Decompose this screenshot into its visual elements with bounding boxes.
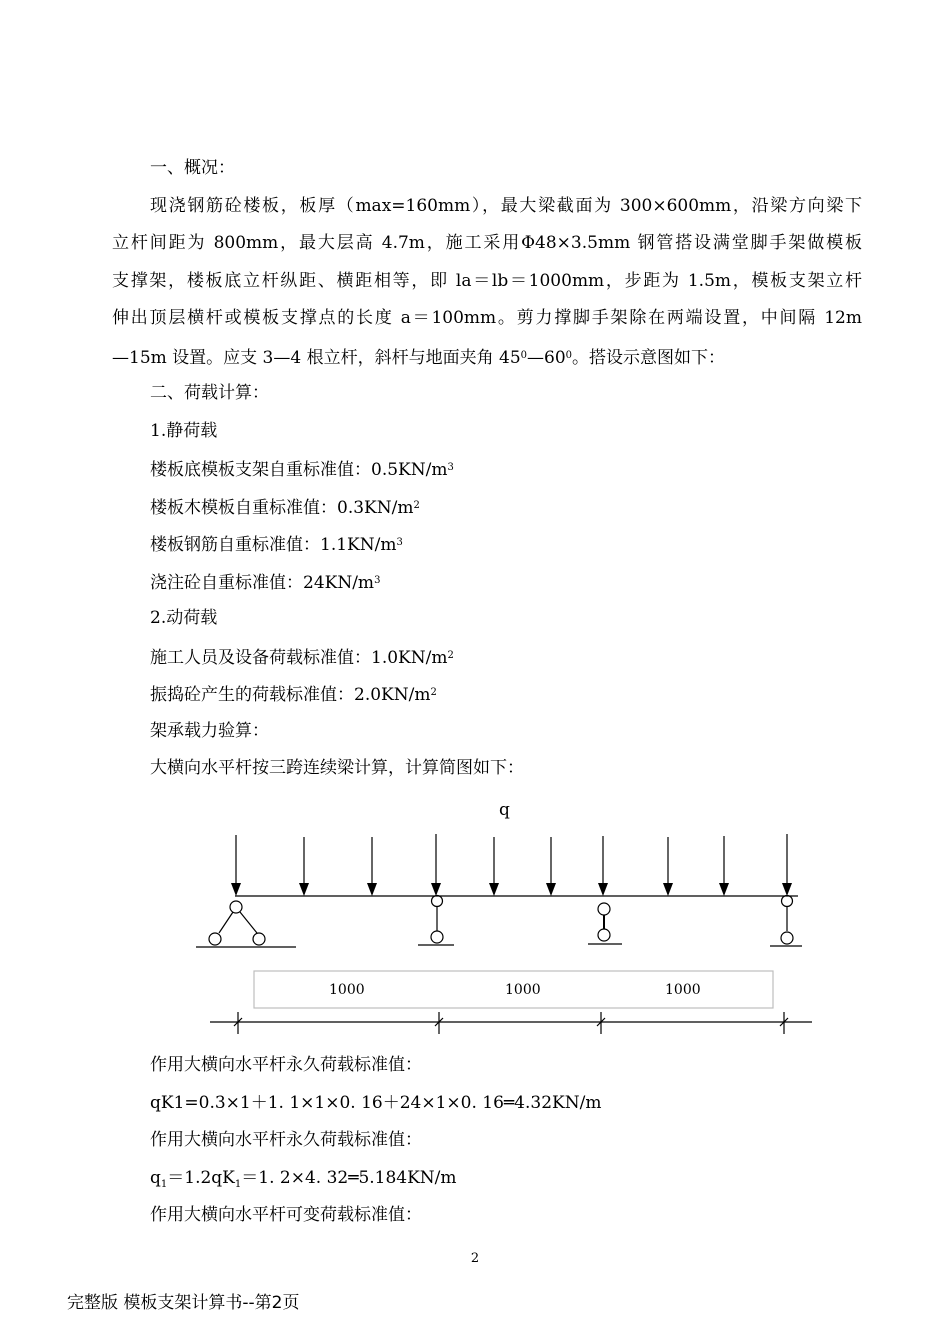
- paragraph-line: —15m 设置。应支 3—4 根立杆，斜杆与地面夹角 $45^0—60^0$。搭设示意图如下：: [112, 348, 726, 368]
- subheading-dynamic-loads: 2.动荷载: [150, 608, 218, 628]
- calc-title: 作用大横向水平杆永久荷载标准值：: [150, 1130, 422, 1150]
- roller-support: [770, 896, 802, 947]
- span-label: 1000: [329, 982, 365, 998]
- beam-diagram-drawing: [190, 790, 830, 1040]
- beam-intro: 大横向水平杆按三跨连续梁计算，计算简图如下：: [150, 758, 524, 778]
- span-label: 1000: [665, 982, 701, 998]
- calc-title: 作用大横向水平杆永久荷载标准值：: [150, 1055, 422, 1075]
- calc-formula: $q_1=1.2qK_1=1$. 2×4. 32═5.184KN/m: [150, 1168, 457, 1190]
- calc-title: 作用大横向水平杆可变荷载标准值：: [150, 1205, 422, 1225]
- paragraph-line: 立杆间距为 800mm，最大层高 4.7m，施工采用Φ48×3.5mm 钢管搭设满堂脚手架做模板: [112, 233, 862, 253]
- calc-formula: qK1=0.3×1＋1. 1×1×0. 16＋24×1×0. 16═4.32KN/m: [150, 1093, 602, 1113]
- subheading-static-loads: 1.静荷载: [150, 421, 218, 441]
- roller-support: [418, 896, 454, 946]
- dynamic-load-item: 施工人员及设备荷载标准值：$1.0KN/m^2$: [150, 648, 454, 668]
- span-label: 1000: [505, 982, 541, 998]
- static-load-item: 楼板底模板支架自重标准值：$0.5KN/m^3$: [150, 460, 454, 480]
- paragraph-line: 现浇钢筋砼楼板，板厚（max=160mm），最大梁截面为 300×600mm，沿梁方向梁下: [150, 196, 862, 216]
- roller-support: [588, 903, 622, 944]
- subheading-capacity-check: 架承载力验算：: [150, 721, 269, 741]
- section-heading-loads: 二、荷载计算：: [150, 383, 269, 403]
- static-load-item: 楼板木模板自重标准值：$0.3KN/m^2$: [150, 498, 420, 518]
- pinned-support: [196, 901, 296, 947]
- dynamic-load-item: 振捣砼产生的荷载标准值：$2.0KN/m^2$: [150, 685, 437, 705]
- paragraph-line: 支撑架，楼板底立杆纵距、横距相等，即 la＝lb＝1000mm，步距为 1.5m，模板支架立杆: [112, 271, 862, 291]
- load-arrows: [236, 834, 787, 888]
- static-load-item: 浇注砼自重标准值：$24KN/m^3$: [150, 573, 381, 593]
- page-number: 2: [470, 1251, 480, 1266]
- beam-diagram: [190, 790, 830, 1040]
- document-footer: 完整版 模板支架计算书--第2页: [67, 1293, 300, 1313]
- static-load-item: 楼板钢筋自重标准值：$1.1KN/m^3$: [150, 535, 403, 555]
- paragraph-line: 伸出顶层横杆或模板支撑点的长度 a＝100mm。剪力撑脚手架除在两端设置，中间隔 12m: [112, 308, 862, 328]
- load-label-q: q: [499, 800, 510, 820]
- section-heading-overview: 一、概况：: [150, 158, 235, 178]
